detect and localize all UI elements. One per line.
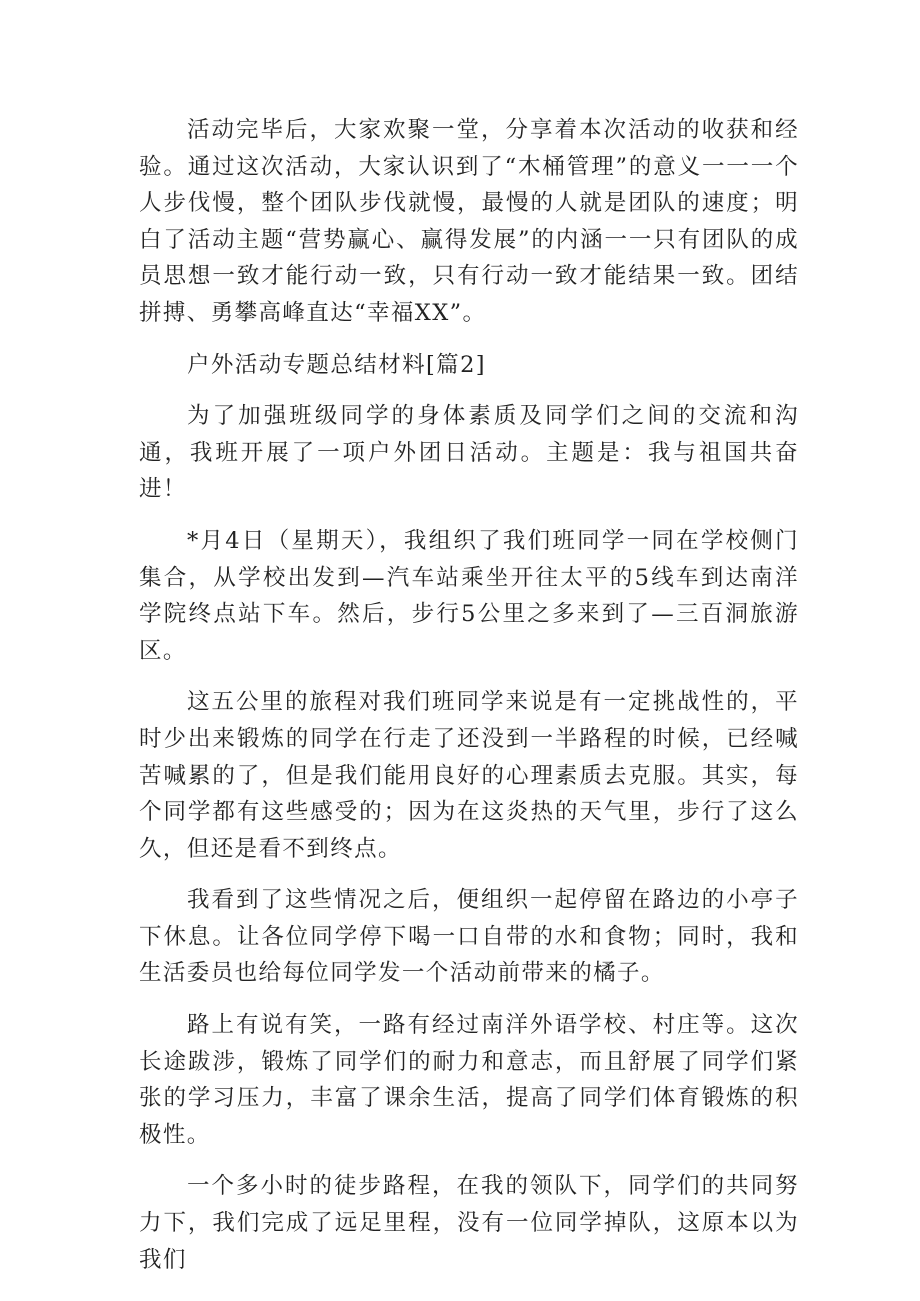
- paragraph-date-route: *月4日（星期天），我组织了我们班同学一同在学校侧门集合，从学校出发到—汽车站乘坐开往太平的5线车到达南洋学院终点站下车。然后，步行5公里之多来到了—三百洞旅游区。: [139, 527, 799, 664]
- paragraph-journey: 路上有说有笑，一路有经过南洋外语学校、村庄等。这次长途跋涉，锻炼了同学们的耐力和意志，而且舒展了同学们紧张的学习压力，丰富了课余生活，提高了同学们体育锻炼的积极性。: [139, 1012, 799, 1148]
- paragraph-challenge: 这五公里的旅程对我们班同学来说是有一定挑战性的，平时少出来锻炼的同学在行走了还没到一半路程的时候，已经喊苦喊累的了，但是我们能用良好的心理素质去克服。其实，每个同学都有这些感受的；因为在这炎热的天气里，步行了这么久，但还是看不到终点。: [139, 689, 799, 862]
- paragraph-completion: 一个多小时的徒步路程，在我的领队下，同学们的共同努力下，我们完成了远足里程，没有一位同学掉队，这原本以为我们: [139, 1173, 799, 1273]
- document-body: [139, 112, 799, 1293]
- paragraph-activity-summary: 活动完毕后，大家欢聚一堂，分享着本次活动的收获和经验。通过这次活动，大家认识到了“木桶管理”的意义一一一个人步伐慢，整个团队步伐就慢，最慢的人就是团队的速度；明白了活动主题“营势赢心、赢得发展”的内涵一一只有团队的成员思想一致才能行动一致，只有行动一致才能结果一致。团结拼搏、勇攀高峰直达“幸福XX”。: [139, 117, 799, 326]
- paragraph-purpose: 为了加强班级同学的身体素质及同学们之间的交流和沟通，我班开展了一项户外团日活动。主题是：我与祖国共奋进！: [139, 403, 799, 503]
- paragraph-rest: 我看到了这些情况之后，便组织一起停留在路边的小亭子下休息。让各位同学停下喝一口自带的水和食物；同时，我和生活委员也给每位同学发一个活动前带来的橘子。: [139, 887, 799, 987]
- section-heading: 户外活动专题总结材料[篇2]: [187, 351, 486, 378]
